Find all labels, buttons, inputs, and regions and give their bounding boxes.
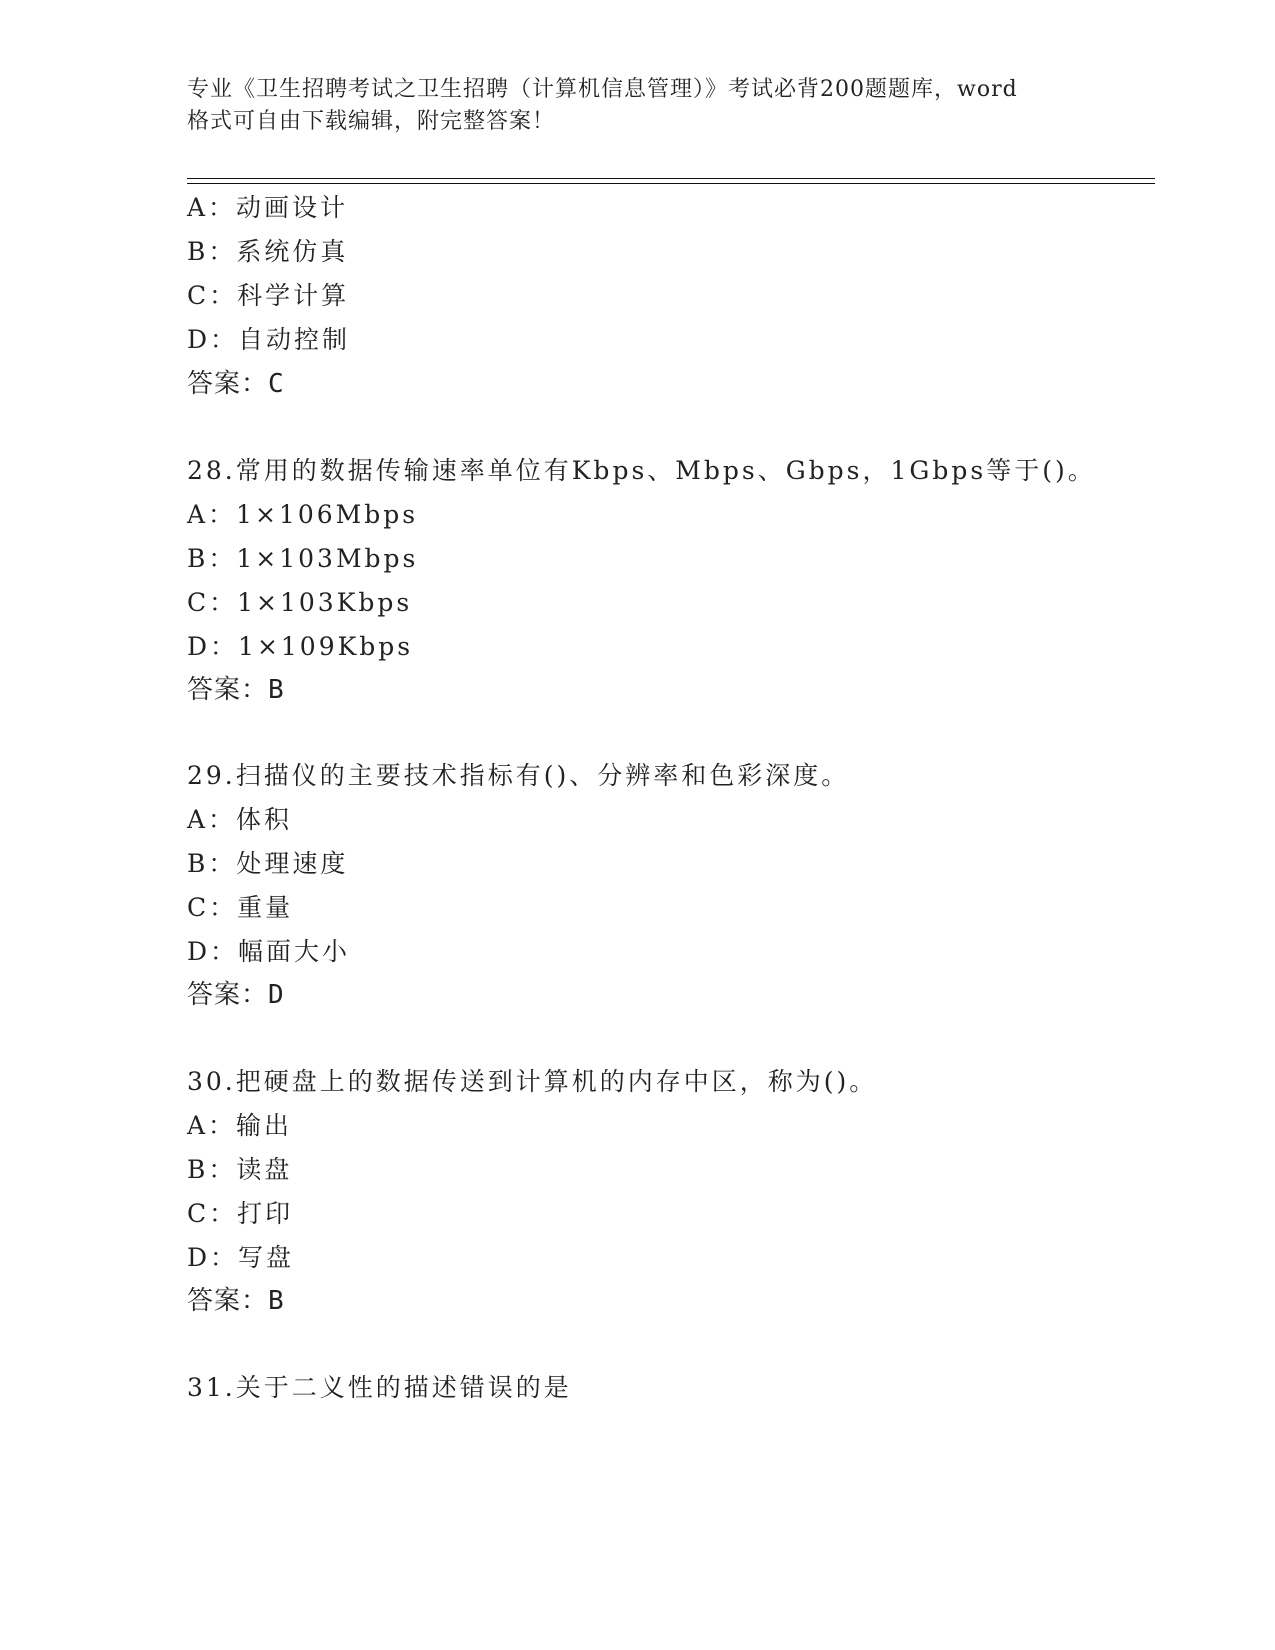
q29-answer bbox=[187, 979, 285, 1011]
answer-label: 答案： bbox=[187, 1286, 269, 1316]
q27-answer bbox=[187, 368, 285, 400]
answer-label: 答案： bbox=[187, 675, 269, 705]
q28-option-c: C：1×103Kbps bbox=[187, 588, 413, 617]
q30-question: 30.把硬盘上的数据传送到计算机的内存中区，称为()。 bbox=[187, 1067, 878, 1096]
q28-question: 28.常用的数据传输速率单位有Kbps、Mbps、Gbps，1Gbps等于()。 bbox=[187, 456, 1096, 485]
q29-option-a: A：体积 bbox=[187, 805, 293, 834]
q29-question: 29.扫描仪的主要技术指标有()、分辨率和色彩深度。 bbox=[187, 761, 850, 790]
q28-option-b: B：1×103Mbps bbox=[187, 544, 419, 573]
document-header bbox=[187, 74, 1087, 138]
q28-option-a: A：1×106Mbps bbox=[187, 500, 419, 529]
q30-option-a: A：输出 bbox=[187, 1111, 293, 1140]
answer-value: D bbox=[268, 980, 285, 1010]
header-line-2: 格式可自由下载编辑，附完整答案！ bbox=[187, 109, 556, 134]
q30-answer bbox=[187, 1285, 285, 1317]
q31-question: 31.关于二义性的描述错误的是 bbox=[187, 1373, 572, 1402]
q27-option-a: A：动画设计 bbox=[187, 193, 349, 222]
q28-option-d: D：1×109Kbps bbox=[187, 632, 414, 661]
q28-answer bbox=[187, 674, 285, 706]
q30-option-c: C：打印 bbox=[187, 1199, 294, 1228]
q30-option-d: D：写盘 bbox=[187, 1243, 295, 1272]
answer-value: C bbox=[268, 369, 285, 399]
answer-value: B bbox=[268, 675, 285, 705]
q27-option-d: D：自动控制 bbox=[187, 325, 351, 354]
header-divider-top bbox=[187, 178, 1155, 179]
q29-option-d: D：幅面大小 bbox=[187, 937, 351, 966]
q27-option-c: C：科学计算 bbox=[187, 281, 350, 310]
q29-option-b: B：处理速度 bbox=[187, 849, 349, 878]
q29-option-c: C：重量 bbox=[187, 893, 294, 922]
answer-value: B bbox=[268, 1286, 285, 1316]
q27-option-b: B：系统仿真 bbox=[187, 237, 349, 266]
answer-label: 答案： bbox=[187, 369, 269, 399]
answer-label: 答案： bbox=[187, 980, 269, 1010]
header-line-1: 专业《卫生招聘考试之卫生招聘（计算机信息管理）》考试必背200题题库，word bbox=[187, 77, 1018, 102]
header-divider-bottom bbox=[187, 183, 1155, 184]
q30-option-b: B：读盘 bbox=[187, 1155, 293, 1184]
